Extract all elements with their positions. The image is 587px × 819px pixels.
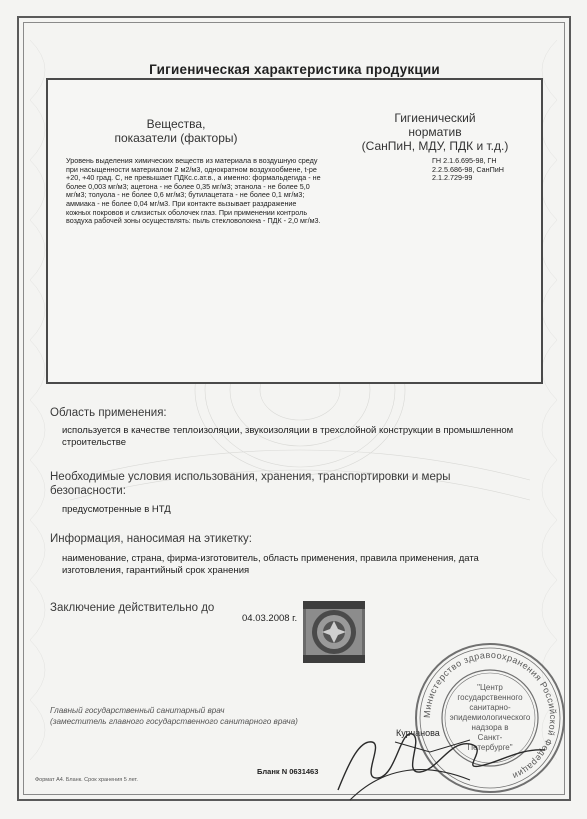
substances-line: более 0,003 мг/м3; ацетона - не более 0,35 мг/м3; этанола - не более 5,0 — [66, 181, 310, 191]
signatory-title: Главный государственный санитарный врач — [50, 706, 225, 715]
norm-header-line: (СанПиН, МДУ, ПДК и т.д.) — [361, 139, 509, 153]
substances-header-line: Вещества, — [146, 117, 206, 131]
norm-line: ГН 2.1.6.695-98, ГН — [432, 156, 497, 165]
footer-note: Формат А4. Бланк. Срок хранения 5 лет. — [35, 777, 138, 783]
validity-date: 04.03.2008 г. — [242, 613, 298, 624]
substances-line: воздуха рабочей зоны осуществлять: пыль стекловолокна - ПДК - 2,0 мг/м3. — [66, 216, 321, 226]
blank-number: Бланк N 0631463 — [257, 767, 319, 776]
scope-label: Область применения: — [50, 407, 167, 419]
document-title: Гигиеническая характеристика продукции — [149, 62, 440, 77]
seal-center-line: эпидемиологического — [449, 713, 531, 722]
norm-line: 2.1.2.729-99 — [432, 173, 473, 183]
seal-center-line: "Центр — [477, 683, 503, 692]
substances-line: +20, +40 град. С, не превышает ПДКс.с.ат.в., а именно: формальдегида - не — [66, 173, 321, 183]
conditions-value: предусмотренные в НТД — [62, 504, 171, 515]
norm-line: 2.2.5.686-98, СанПиН — [432, 164, 504, 174]
substances-line: кожных покровов и слизистых оболочек глаз. При применении контроль — [66, 207, 308, 217]
substances-line: при насыщенности материалом 2 м2/м3, однократном воздухообмене, t-ре — [66, 164, 317, 174]
label-info-label: Информация, наносимая на этикетку: — [50, 533, 252, 545]
seal-center-line: санитарно- — [469, 703, 511, 712]
label-info-line: наименование, страна, фирма-изготовитель, область применения, правила применения, дата — [62, 553, 479, 564]
signatory-deputy: (заместитель главного государственного санитарного врача) — [50, 717, 298, 726]
scope-line: строительстве — [62, 437, 127, 448]
norm-header-line: норматив — [408, 125, 462, 139]
seal-center-line: Петербурге" — [467, 743, 513, 752]
substances-line: аммиака - не более 0,04 мг/м3. При контакте вызывает раздражение — [66, 198, 297, 208]
conditions-label-line: безопасности: — [50, 485, 126, 497]
seal-ring-text: Министерство здравоохранения Российской Федерации — [421, 649, 559, 782]
norm-header-line: Гигиенический — [394, 111, 476, 125]
scope-line: используется в качестве теплоизоляции, звукоизоляции в трехслойной конструкции в промышленном — [62, 425, 514, 436]
seal-center-line: надзора в — [471, 723, 509, 732]
seal-center-line: Санкт- — [477, 733, 503, 742]
substances-line: Уровень выделения химических веществ из материала в воздушную среду — [66, 156, 318, 165]
validity-label: Заключение действительно до — [50, 602, 215, 614]
conditions-label-line: Необходимые условия использования, хранения, транспортировки и меры — [50, 471, 451, 483]
substances-line: мг/м3; толуола - не более 0,6 мг/м3; бутилацетата - не более 0,1 мг/м3; — [66, 190, 305, 200]
label-info-line: изготовления, гарантийный срок хранения — [62, 565, 250, 576]
substances-header-line: показатели (факторы) — [114, 131, 238, 145]
signatory-surname: Курчанова — [396, 728, 440, 738]
seal-center-line: государственного — [457, 693, 523, 702]
